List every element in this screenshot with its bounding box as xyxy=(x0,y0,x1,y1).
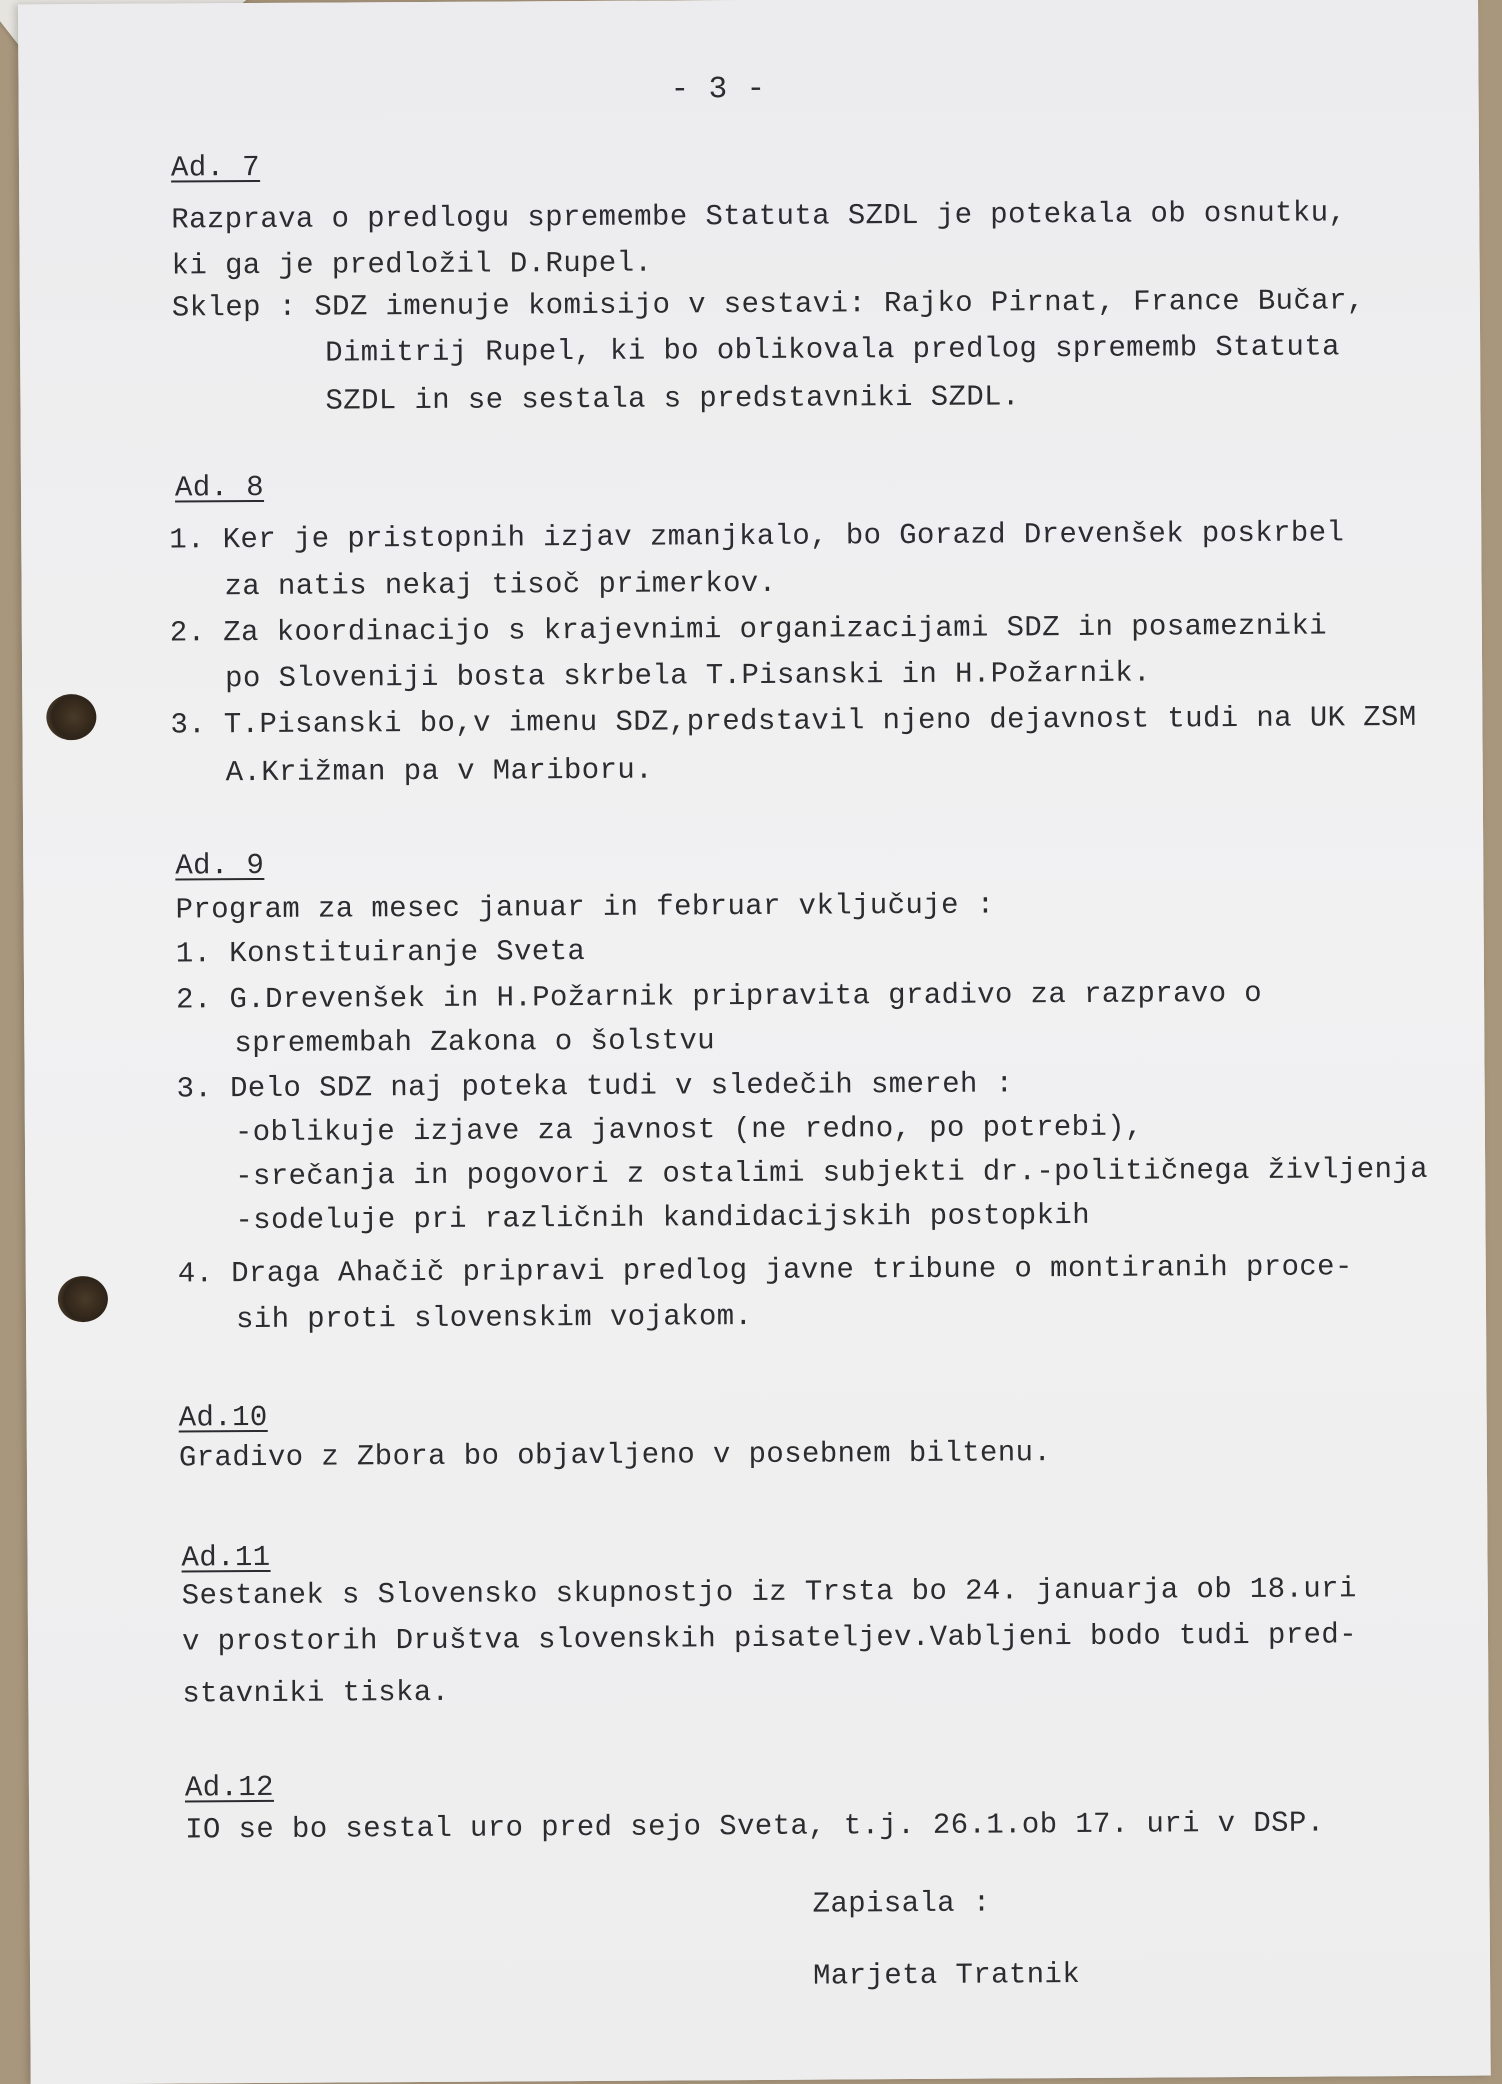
ad7-decision: Sklep : SDZ imenuje komisijo v sestavi: Rajko Pirnat, France Bučar, xyxy=(171,284,1365,325)
ad10-heading: Ad.10 xyxy=(178,1400,268,1435)
ad9-heading: Ad. 9 xyxy=(175,848,265,883)
ad7-line: ki ga je predložil D.Rupel. xyxy=(171,246,653,283)
ad9-subitem: -srečanja in pogovori z ostalimi subjekti dr.-političnega življenja xyxy=(235,1152,1429,1194)
ad8-item: 3. T.Pisanski bo,v imenu SDZ,predstavil njeno dejavnost tudi na UK ZSM xyxy=(170,700,1417,742)
ad9-item: 2. G.Drevenšek in H.Požarnik pripravita gradivo za razpravo o xyxy=(175,976,1263,1017)
ad8-heading: Ad. 8 xyxy=(174,470,265,505)
punch-hole-top xyxy=(46,694,96,740)
ad9-item-cont: spremembah Zakona o šolstvu xyxy=(234,1024,716,1061)
ad12-line: IO se bo sestal uro pred sejo Sveta, t.j. 26.1.ob 17. uri v DSP. xyxy=(185,1806,1325,1847)
ad9-subitem: -oblikuje izjave za javnost (ne redno, po potrebi), xyxy=(234,1110,1143,1150)
ad8-item-cont: po Sloveniji bosta skrbela T.Pisanski in H.Požarnik. xyxy=(225,656,1151,696)
ad11-heading: Ad.11 xyxy=(181,1540,271,1575)
ad7-heading: Ad. 7 xyxy=(170,150,261,185)
page-number: - 3 - xyxy=(670,71,766,108)
ad8-item-cont: za natis nekaj tisoč primerkov. xyxy=(224,566,777,604)
ad9-item: 1. Konstituiranje Sveta xyxy=(175,935,586,971)
ad7-line: SZDL in se sestala s predstavniki SZDL. xyxy=(325,380,1020,418)
ad8-item-cont: A.Križman pa v Mariboru. xyxy=(225,753,654,790)
signature-name: Marjeta Tratnik xyxy=(812,1958,1081,1993)
ad8-item: 2. Za koordinacijo s krajevnimi organizacijami SDZ in posamezniki xyxy=(169,609,1328,650)
ad11-line: Sestanek s Slovensko skupnostjo iz Trsta bo 24. januarja ob 18.uri xyxy=(181,1572,1357,1613)
ad7-line: Razprava o predlogu spremembe Statuta SZDL je potekala ob osnutku, xyxy=(171,196,1347,237)
ad9-subitem: -sodeluje pri različnih kandidacijskih postopkih xyxy=(235,1198,1091,1238)
ad9-item: 3. Delo SDZ naj poteka tudi v sledečih smereh : xyxy=(176,1067,1014,1106)
signature-label: Zapisala : xyxy=(812,1886,991,1921)
ad9-item-cont: sih proti slovenskim vojakom. xyxy=(235,1299,753,1337)
ad9-line: Program za mesec januar in februar vključuje : xyxy=(175,888,995,927)
ad12-heading: Ad.12 xyxy=(184,1770,275,1805)
ad7-line: Dimitrij Rupel, ki bo oblikovala predlog sprememb Statuta xyxy=(325,330,1340,370)
ad11-line: stavniki tiska. xyxy=(182,1675,450,1711)
ad9-item: 4. Draga Ahačič pripravi predlog javne tribune o montiranih proce- xyxy=(177,1250,1353,1291)
ad10-line: Gradivo z Zbora bo objavljeno v posebnem biltenu. xyxy=(178,1436,1052,1475)
punch-hole-bottom xyxy=(58,1276,108,1322)
document-page xyxy=(18,0,1491,2084)
ad11-line: v prostorih Društva slovenskih pisateljev.Vabljeni bodo tudi pred- xyxy=(181,1618,1358,1659)
ad8-item: 1. Ker je pristopnih izjav zmanjkalo, bo Gorazd Drevenšek poskrbel xyxy=(169,516,1345,557)
